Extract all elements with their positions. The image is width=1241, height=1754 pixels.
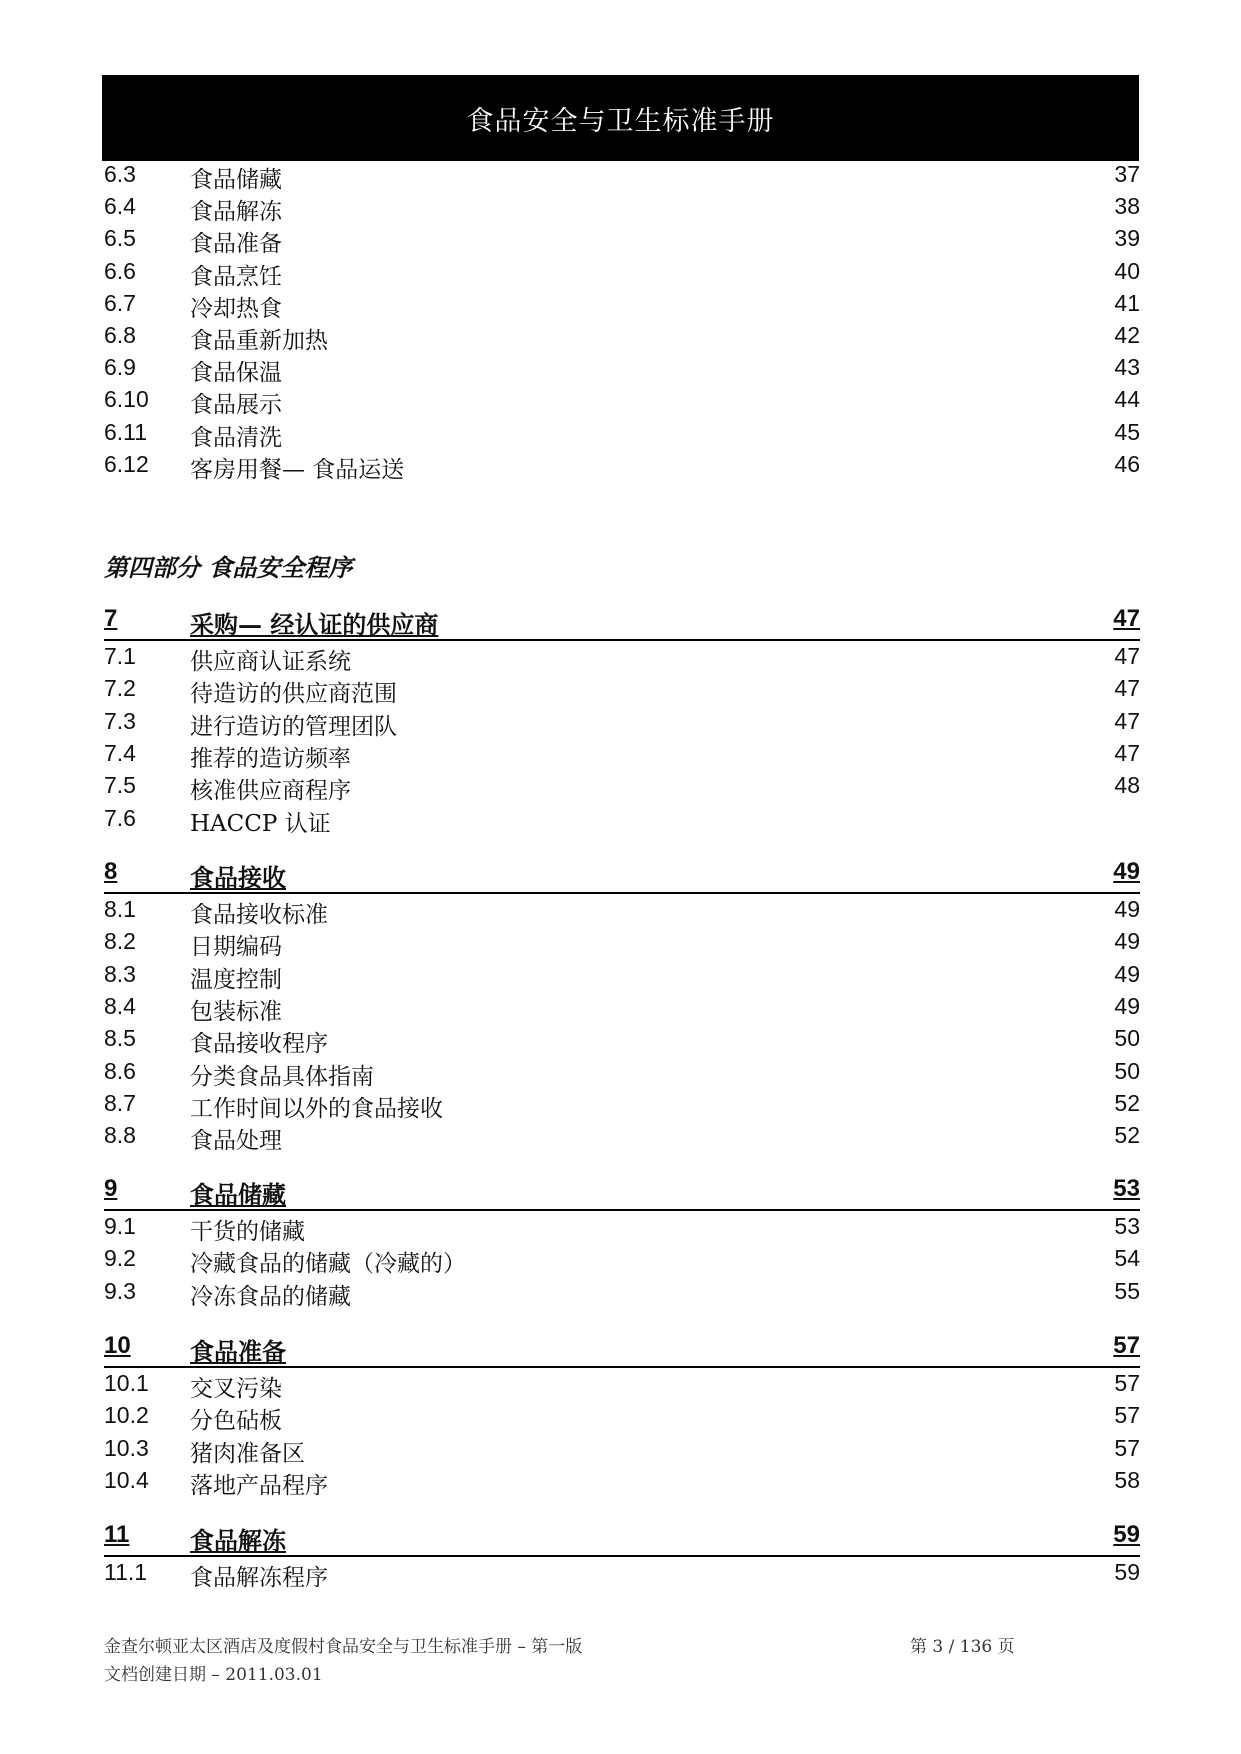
toc-entry-num: 7.6 bbox=[104, 804, 136, 831]
toc-entry-title: 进行造访的管理团队 bbox=[190, 713, 397, 740]
toc-entry-page-number: 53 bbox=[1114, 1213, 1140, 1239]
toc-entry-num: 6.10 bbox=[104, 386, 149, 413]
toc-entry[interactable] bbox=[104, 993, 1140, 1025]
toc-entry[interactable] bbox=[104, 161, 1140, 193]
toc-entry[interactable] bbox=[104, 1370, 1140, 1402]
toc-chapter-heading-num: 7 bbox=[104, 605, 118, 632]
toc-entry[interactable] bbox=[104, 896, 1140, 928]
toc-chapter-heading-title: 食品接收 bbox=[190, 863, 286, 892]
toc-entry-title: 食品展示 bbox=[190, 392, 282, 419]
toc-entry-num: 6.3 bbox=[104, 161, 136, 187]
toc-entry-page-number: 42 bbox=[1114, 322, 1140, 348]
toc-entry-title: 冷藏食品的储藏（冷藏的） bbox=[190, 1251, 466, 1278]
toc-entry-num: 7.3 bbox=[104, 707, 136, 734]
toc-entry[interactable] bbox=[104, 1467, 1140, 1499]
toc-entry-page-number: 57 bbox=[1114, 1434, 1140, 1461]
toc-entry-page-number: 48 bbox=[1114, 772, 1140, 799]
toc-entry-title: 食品准备 bbox=[190, 231, 282, 258]
toc-entry-page-number: 49 bbox=[1114, 960, 1140, 987]
toc-entry-page-number: 47 bbox=[1114, 675, 1140, 702]
toc-entry[interactable] bbox=[104, 193, 1140, 225]
toc-entry-page-number: 50 bbox=[1114, 1057, 1140, 1084]
toc-entry-num: 8.8 bbox=[104, 1122, 136, 1149]
toc-entry[interactable] bbox=[104, 1402, 1140, 1434]
toc-entry[interactable] bbox=[104, 354, 1140, 386]
toc-entry-page-number: 55 bbox=[1114, 1277, 1140, 1304]
toc-entry-title: 分色砧板 bbox=[190, 1408, 282, 1435]
toc-chapter-heading-num: 10 bbox=[104, 1332, 131, 1359]
toc-entry-num: 9.3 bbox=[104, 1277, 136, 1304]
toc-entry-page-number: 52 bbox=[1114, 1089, 1140, 1116]
toc-entry-page-number: 41 bbox=[1114, 289, 1140, 316]
toc-entry-page-number: 39 bbox=[1114, 225, 1140, 252]
toc-entry-title: 包装标准 bbox=[190, 998, 282, 1025]
toc-entry-num: 8.5 bbox=[104, 1025, 136, 1052]
toc-entry[interactable] bbox=[104, 772, 1140, 804]
toc-chapter-heading-page-number: 59 bbox=[1113, 1521, 1140, 1548]
toc-entry[interactable] bbox=[104, 451, 1140, 483]
toc-entry-title: 待造访的供应商范围 bbox=[190, 681, 397, 708]
toc-entry-num: 7.2 bbox=[104, 675, 136, 702]
header-title: 食品安全与卫生标准手册 bbox=[466, 105, 775, 137]
toc-entry-title: 落地产品程序 bbox=[190, 1472, 328, 1499]
toc-entry-num: 7.1 bbox=[104, 643, 136, 669]
toc-entry-title: 食品接收标准 bbox=[190, 902, 328, 928]
toc-entry[interactable] bbox=[104, 928, 1140, 960]
toc-entry-page-number: 47 bbox=[1114, 739, 1140, 766]
toc-entry-page-number: 40 bbox=[1114, 257, 1140, 284]
toc-entry[interactable] bbox=[104, 1090, 1140, 1122]
toc-entry[interactable] bbox=[104, 419, 1140, 451]
toc-entry[interactable] bbox=[104, 386, 1140, 418]
toc-entry-page-number: 49 bbox=[1114, 928, 1140, 955]
toc-entry-num: 8.1 bbox=[104, 896, 136, 922]
toc-entry-num: 8.4 bbox=[104, 992, 136, 1019]
toc-entry-page-number: 43 bbox=[1114, 354, 1140, 381]
toc-entry-title: HACCP 认证 bbox=[190, 810, 331, 837]
toc-entry-title: 分类食品具体指南 bbox=[190, 1063, 374, 1090]
toc-entry[interactable] bbox=[104, 1435, 1140, 1467]
toc-entry-title: 交叉污染 bbox=[190, 1376, 282, 1402]
toc-entry[interactable] bbox=[104, 961, 1140, 993]
toc-entry-page-number: 44 bbox=[1114, 386, 1140, 413]
toc-entry-title: 客房用餐— 食品运送 bbox=[190, 456, 405, 483]
toc-chapter-heading[interactable] bbox=[104, 1332, 1140, 1368]
section-heading: 第四部分 食品安全程序 bbox=[104, 553, 353, 582]
toc-entry-num: 11.1 bbox=[104, 1559, 148, 1585]
toc-entry-num: 10.1 bbox=[104, 1370, 149, 1396]
toc-chapter-heading[interactable] bbox=[104, 1521, 1140, 1557]
toc-entry-page-number: 49 bbox=[1114, 896, 1140, 922]
toc-entry-num: 9.1 bbox=[104, 1213, 136, 1239]
toc-entry-page-number: 50 bbox=[1114, 1025, 1140, 1052]
toc-entry-title: 食品保温 bbox=[190, 360, 282, 387]
toc-chapter-heading[interactable] bbox=[104, 1175, 1140, 1211]
footer-document-title: 金查尔顿亚太区酒店及度假村食品安全与卫生标准手册 – 第一版 bbox=[104, 1637, 583, 1657]
toc-entry-page-number: 46 bbox=[1114, 450, 1140, 477]
toc-entry[interactable] bbox=[104, 225, 1140, 257]
toc-entry-num: 6.11 bbox=[104, 418, 148, 445]
toc-entry-num: 6.4 bbox=[104, 193, 136, 220]
toc-chapter-heading-num: 11 bbox=[104, 1521, 130, 1548]
toc-entry[interactable] bbox=[104, 1058, 1140, 1090]
toc-entry-num: 9.2 bbox=[104, 1245, 136, 1272]
toc-entry-num: 8.2 bbox=[104, 928, 136, 955]
toc-entry[interactable] bbox=[104, 675, 1140, 707]
toc-entry-num: 6.6 bbox=[104, 257, 136, 284]
toc-entry[interactable] bbox=[104, 1122, 1140, 1154]
toc-chapter-heading[interactable] bbox=[104, 605, 1140, 641]
toc-entry-title: 推荐的造访频率 bbox=[190, 745, 351, 772]
toc-entry-title: 食品处理 bbox=[190, 1128, 282, 1155]
toc-entry-title: 干货的储藏 bbox=[190, 1219, 305, 1245]
toc-entry-page-number: 58 bbox=[1114, 1466, 1140, 1493]
toc-entry-page-number: 57 bbox=[1114, 1370, 1140, 1396]
toc-entry-page-number: 45 bbox=[1114, 418, 1140, 445]
toc-entry-page-number: 47 bbox=[1114, 643, 1140, 669]
toc-entry-page-number: 38 bbox=[1114, 193, 1140, 220]
toc-entry-page-number: 49 bbox=[1114, 992, 1140, 1019]
toc-entry-num: 6.5 bbox=[104, 225, 136, 252]
toc-entry[interactable] bbox=[104, 258, 1140, 290]
toc-entry-num: 6.8 bbox=[104, 322, 136, 348]
toc-entry-title: 供应商认证系统 bbox=[190, 649, 351, 675]
toc-entry-title: 食品烹饪 bbox=[190, 263, 282, 290]
toc-entry-num: 8.6 bbox=[104, 1057, 136, 1084]
toc-entry[interactable] bbox=[104, 1245, 1140, 1277]
toc-entry-num: 10.2 bbox=[104, 1402, 149, 1429]
toc-entry-num: 6.7 bbox=[104, 289, 136, 316]
toc-entry-page-number: 37 bbox=[1114, 161, 1140, 187]
toc-entry-page-number: 59 bbox=[1114, 1559, 1140, 1585]
toc-chapter-heading-page-number: 53 bbox=[1113, 1175, 1140, 1202]
toc-entry-title: 冷冻食品的储藏 bbox=[190, 1283, 351, 1310]
toc-chapter-heading[interactable] bbox=[104, 858, 1140, 894]
toc-chapter-heading-page-number: 57 bbox=[1113, 1332, 1140, 1359]
toc-entry-page-number: 54 bbox=[1114, 1245, 1140, 1272]
toc-entry-title: 食品解冻程序 bbox=[190, 1565, 328, 1591]
toc-entry-page-number: 52 bbox=[1114, 1122, 1140, 1149]
toc-entry-num: 8.7 bbox=[104, 1089, 136, 1116]
toc-chapter-heading-title: 食品储藏 bbox=[190, 1180, 286, 1209]
toc-entry-title: 核准供应商程序 bbox=[190, 778, 351, 805]
toc-entry-num: 10.4 bbox=[104, 1466, 149, 1493]
toc-entry[interactable] bbox=[104, 805, 1140, 837]
toc-chapter-heading-num: 9 bbox=[104, 1175, 118, 1202]
toc-entry-title: 日期编码 bbox=[190, 934, 282, 961]
toc-entry[interactable] bbox=[104, 708, 1140, 740]
toc-entry-title: 食品清洗 bbox=[190, 424, 282, 451]
toc-entry[interactable] bbox=[104, 1025, 1140, 1057]
toc-entry-num: 6.12 bbox=[104, 450, 149, 477]
toc-entry-num: 10.3 bbox=[104, 1434, 149, 1461]
toc-entry-title: 工作时间以外的食品接收 bbox=[190, 1095, 443, 1122]
toc-chapter-heading-title: 食品准备 bbox=[190, 1337, 286, 1366]
page-header bbox=[102, 75, 1139, 161]
toc-entry[interactable] bbox=[104, 1278, 1140, 1310]
toc-entry[interactable] bbox=[104, 1559, 1140, 1591]
toc-entry-title: 猪肉准备区 bbox=[190, 1440, 305, 1467]
toc-chapter-heading-page-number: 47 bbox=[1113, 605, 1140, 632]
footer-creation-date: 文档创建日期 – 2011.03.01 bbox=[104, 1665, 323, 1685]
footer-page-info: 第 3 / 136 页 bbox=[910, 1637, 1015, 1657]
toc-entry-title: 食品解冻 bbox=[190, 199, 282, 226]
toc-entry[interactable] bbox=[104, 322, 1140, 354]
toc-entry[interactable] bbox=[104, 1213, 1140, 1245]
toc-entry-page-number: 47 bbox=[1114, 707, 1140, 734]
toc-entry[interactable] bbox=[104, 643, 1140, 675]
toc-chapter-heading-page-number: 49 bbox=[1113, 858, 1140, 885]
toc-entry-num: 7.4 bbox=[104, 739, 136, 766]
toc-chapter-heading-title: 采购— 经认证的供应商 bbox=[190, 610, 439, 639]
toc-entry-num: 6.9 bbox=[104, 354, 136, 381]
toc-entry-title: 冷却热食 bbox=[190, 295, 282, 322]
toc-entry-title: 温度控制 bbox=[190, 966, 282, 993]
toc-entry[interactable] bbox=[104, 290, 1140, 322]
toc-entry-num: 7.5 bbox=[104, 772, 136, 799]
toc-entry-title: 食品接收程序 bbox=[190, 1031, 328, 1058]
toc-entry-title: 食品重新加热 bbox=[190, 328, 328, 354]
toc-entry[interactable] bbox=[104, 740, 1140, 772]
toc-chapter-heading-num: 8 bbox=[104, 858, 118, 885]
toc-entry-page-number: 57 bbox=[1114, 1402, 1140, 1429]
toc-entry-title: 食品储藏 bbox=[190, 167, 282, 193]
toc-chapter-heading-title: 食品解冻 bbox=[190, 1526, 286, 1555]
toc-entry-num: 8.3 bbox=[104, 960, 136, 987]
